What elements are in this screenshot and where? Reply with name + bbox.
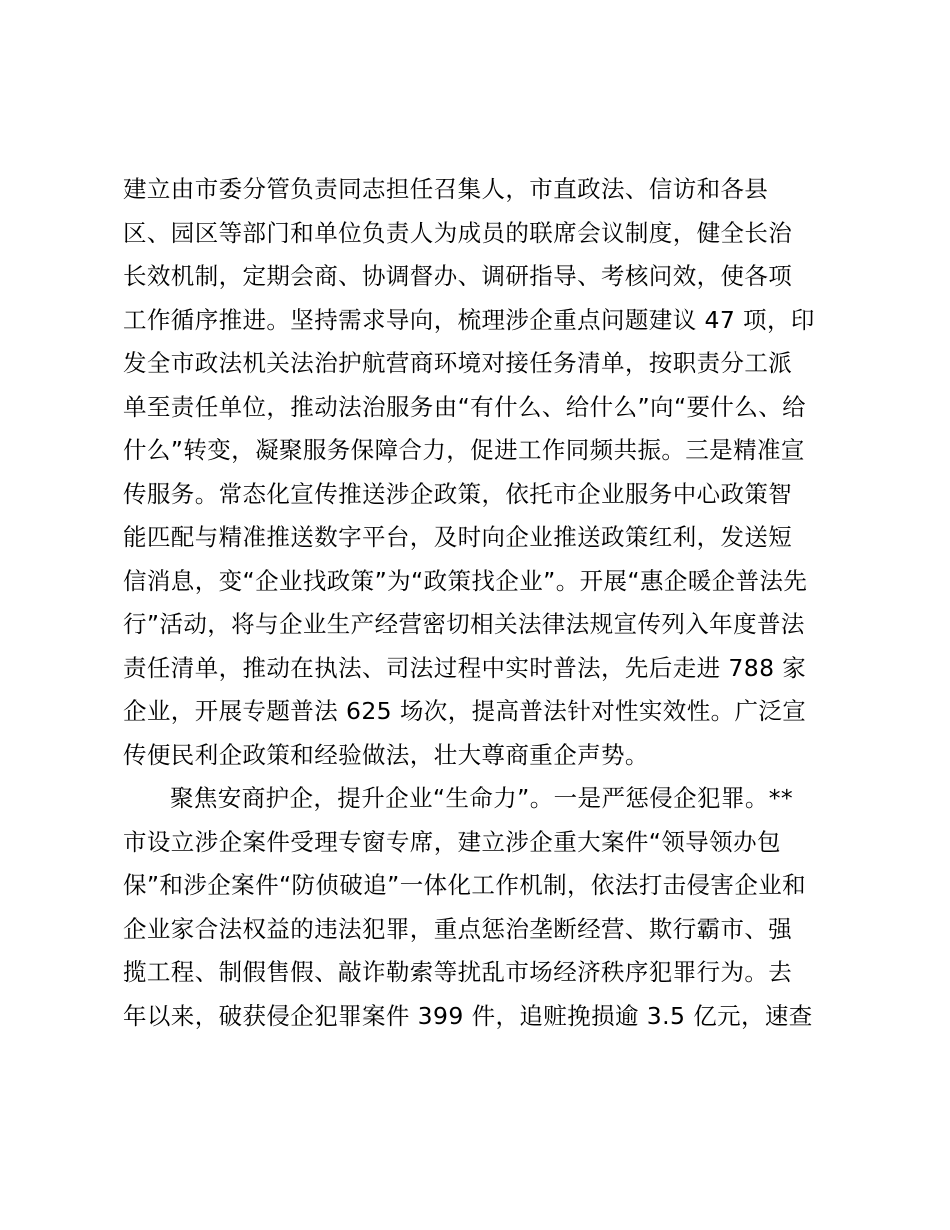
text-line: 能匹配与精准推送数字平台，及时向企业推送政策红利，发送短 [123,523,793,551]
text-line: 市设立涉企案件受理专窗专席，建立涉企重大案件“领导领办包 [123,827,781,856]
paragraph-start-line: 聚焦安商护企，提升企业“生命力”。一是严惩侵企犯罪。** [170,784,794,812]
text-line: 责任清单，推动在执法、司法过程中实时普法，先后走进 788 家 [123,653,807,682]
text-line: 建立由市委分管负责同志担任召集人，市直政法、信访和各县 [123,175,769,203]
text-line: 年以来，破获侵企犯罪案件 399 件，追赃挽损逾 3.5 亿元，速查 [123,1001,813,1030]
text-line: 传服务。常态化宣传推送涉企政策，依托市企业服务中心政策智 [123,479,793,508]
text-line: 单至责任单位，推动法治服务由“有什么、给什么”向“要什么、给 [123,392,807,421]
text-line: 行”活动，将与企业生产经营密切相关法律法规宣传列入年度普法 [123,610,805,638]
text-line: 区、园区等部门和单位负责人为成员的联席会议制度，健全长治 [123,218,793,247]
text-line: 保”和涉企案件“防侦破追”一体化工作机制，依法打击侵害企业和 [123,871,807,899]
text-line: 长效机制，定期会商、协调督办、调研指导、考核问效，使各项 [123,262,793,290]
text-line: 工作循序推进。坚持需求导向，梳理涉企重点问题建议 47 项，印 [123,305,815,334]
text-line: 发全市政法机关法治护航营商环境对接任务清单，按职责分工派 [123,349,793,377]
text-line: 揽工程、制假售假、敲诈勒索等扰乱市场经济秩序犯罪行为。去 [123,958,793,986]
text-line: 信消息，变“企业找政策”为“政策找企业”。开展“惠企暖企普法先 [123,566,808,595]
text-line: 传便民利企政策和经验做法，壮大尊商重企声势。 [123,740,649,769]
text-line: 什么”转变，凝聚服务保障合力，促进工作同频共振。三是精准宣 [123,436,805,464]
text-line: 企业家合法权益的违法犯罪，重点惩治垄断经营、欺行霸市、强 [123,914,793,943]
text-line: 企业，开展专题普法 625 场次，提高普法针对性实效性。广泛宣 [123,697,807,725]
body-text [123,168,843,1038]
